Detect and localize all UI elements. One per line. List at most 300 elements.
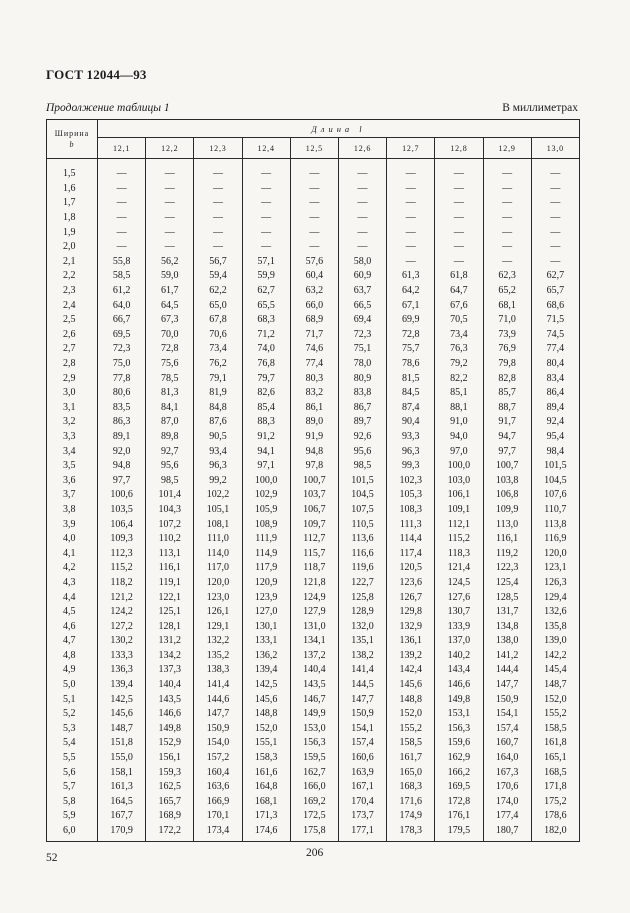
table-cell: 139,2 bbox=[387, 649, 435, 664]
table-cell: 111,3 bbox=[387, 517, 435, 532]
table-cell: 89,1 bbox=[98, 430, 146, 445]
table-cell: — bbox=[98, 240, 146, 255]
table-cell: 180,7 bbox=[483, 824, 531, 842]
table-cell: 81,5 bbox=[387, 371, 435, 386]
table-cell: 110,5 bbox=[338, 517, 386, 532]
table-cell: 162,9 bbox=[435, 751, 483, 766]
table-cell: 129,8 bbox=[387, 605, 435, 620]
row-width-value: 1,6 bbox=[47, 182, 98, 197]
table-cell: 112,3 bbox=[98, 546, 146, 561]
table-cell: 102,3 bbox=[387, 473, 435, 488]
table-cell: 161,6 bbox=[242, 765, 290, 780]
table-cell: 132,9 bbox=[387, 619, 435, 634]
table-cell: 158,3 bbox=[242, 751, 290, 766]
table-cell: 148,8 bbox=[387, 692, 435, 707]
table-cell: — bbox=[146, 240, 194, 255]
table-cell: 156,3 bbox=[290, 736, 338, 751]
row-width-value: 6,0 bbox=[47, 824, 98, 842]
table-cell: 131,2 bbox=[146, 634, 194, 649]
row-width-value: 1,5 bbox=[47, 159, 98, 182]
table-cell: 65,0 bbox=[194, 298, 242, 313]
table-cell: 108,1 bbox=[194, 517, 242, 532]
table-cell: 148,8 bbox=[242, 707, 290, 722]
table-cell: 97,8 bbox=[290, 459, 338, 474]
table-cell: — bbox=[98, 211, 146, 226]
table-cell: 168,5 bbox=[531, 765, 579, 780]
table-cell: 113,6 bbox=[338, 532, 386, 547]
table-row bbox=[47, 532, 580, 547]
table-cell: 66,0 bbox=[290, 298, 338, 313]
table-cell: — bbox=[338, 240, 386, 255]
table-row bbox=[47, 328, 580, 343]
table-cell: — bbox=[483, 225, 531, 240]
table-row bbox=[47, 780, 580, 795]
table-cell: 147,7 bbox=[338, 692, 386, 707]
table-cell: — bbox=[387, 255, 435, 270]
table-cell: 83,2 bbox=[290, 386, 338, 401]
table-row bbox=[47, 678, 580, 693]
table-row bbox=[47, 634, 580, 649]
table-row bbox=[47, 225, 580, 240]
table-cell: 78,5 bbox=[146, 371, 194, 386]
table-cell: — bbox=[242, 225, 290, 240]
table-row bbox=[47, 561, 580, 576]
table-cell: — bbox=[338, 196, 386, 211]
table-cell: 85,1 bbox=[435, 386, 483, 401]
table-row bbox=[47, 444, 580, 459]
table-cell: — bbox=[98, 159, 146, 182]
table-cell: 130,7 bbox=[435, 605, 483, 620]
table-cell: 57,6 bbox=[290, 255, 338, 270]
table-cell: 107,6 bbox=[531, 488, 579, 503]
table-cell: 83,5 bbox=[98, 401, 146, 416]
table-cell: — bbox=[483, 182, 531, 197]
table-cell: 125,1 bbox=[146, 605, 194, 620]
table-row bbox=[47, 722, 580, 737]
table-cell: 113,1 bbox=[146, 546, 194, 561]
table-cell: 166,2 bbox=[435, 765, 483, 780]
table-cell: 94,0 bbox=[435, 430, 483, 445]
table-cell: 62,3 bbox=[483, 269, 531, 284]
table-cell: 74,5 bbox=[531, 328, 579, 343]
table-cell: 140,2 bbox=[435, 649, 483, 664]
table-cell: 86,4 bbox=[531, 386, 579, 401]
table-cell: 99,2 bbox=[194, 473, 242, 488]
table-cell: 126,1 bbox=[194, 605, 242, 620]
table-cell: 134,1 bbox=[290, 634, 338, 649]
table-cell: — bbox=[387, 159, 435, 182]
table-cell: 68,1 bbox=[483, 298, 531, 313]
table-cell: 67,3 bbox=[146, 313, 194, 328]
table-cell: 162,5 bbox=[146, 780, 194, 795]
table-cell: — bbox=[435, 225, 483, 240]
row-width-value: 2,7 bbox=[47, 342, 98, 357]
table-cell: — bbox=[531, 159, 579, 182]
table-cell: 116,9 bbox=[531, 532, 579, 547]
table-cell: 62,7 bbox=[531, 269, 579, 284]
table-cell: 114,0 bbox=[194, 546, 242, 561]
row-width-value: 2,9 bbox=[47, 371, 98, 386]
table-row bbox=[47, 386, 580, 401]
table-cell: 86,7 bbox=[338, 401, 386, 416]
table-cell: 123,9 bbox=[242, 590, 290, 605]
table-cell: 111,0 bbox=[194, 532, 242, 547]
table-cell: 58,5 bbox=[98, 269, 146, 284]
table-cell: 170,6 bbox=[483, 780, 531, 795]
table-cell: 70,5 bbox=[435, 313, 483, 328]
table-row bbox=[47, 590, 580, 605]
table-cell: 99,3 bbox=[387, 459, 435, 474]
table-cell: — bbox=[338, 225, 386, 240]
table-cell: 85,7 bbox=[483, 386, 531, 401]
table-cell: 155,2 bbox=[387, 722, 435, 737]
table-cell: 91,9 bbox=[290, 430, 338, 445]
table-row bbox=[47, 576, 580, 591]
table-row bbox=[47, 284, 580, 299]
table-cell: 128,1 bbox=[146, 619, 194, 634]
table-cell: 145,4 bbox=[531, 663, 579, 678]
table-cell: — bbox=[242, 196, 290, 211]
table-cell: — bbox=[387, 211, 435, 226]
table-cell: 71,2 bbox=[242, 328, 290, 343]
table-cell: 79,8 bbox=[483, 357, 531, 372]
table-cell: 149,9 bbox=[290, 707, 338, 722]
row-width-value: 4,1 bbox=[47, 546, 98, 561]
row-width-value: 1,7 bbox=[47, 196, 98, 211]
row-width-value: 4,6 bbox=[47, 619, 98, 634]
table-cell: 64,5 bbox=[146, 298, 194, 313]
table-cell: 127,0 bbox=[242, 605, 290, 620]
table-cell: 94,8 bbox=[290, 444, 338, 459]
table-cell: 57,1 bbox=[242, 255, 290, 270]
table-cell: 172,2 bbox=[146, 824, 194, 842]
table-row bbox=[47, 619, 580, 634]
table-cell: 109,7 bbox=[290, 517, 338, 532]
table-row bbox=[47, 240, 580, 255]
table-cell: 101,4 bbox=[146, 488, 194, 503]
table-row bbox=[47, 736, 580, 751]
table-cell: 92,7 bbox=[146, 444, 194, 459]
table-cell: 114,9 bbox=[242, 546, 290, 561]
table-cell: 73,9 bbox=[483, 328, 531, 343]
table-cell: 114,4 bbox=[387, 532, 435, 547]
table-row bbox=[47, 473, 580, 488]
table-cell: 68,6 bbox=[531, 298, 579, 313]
table-cell: 124,5 bbox=[435, 576, 483, 591]
sheet-number: 206 bbox=[306, 847, 324, 859]
table-cell: 56,7 bbox=[194, 255, 242, 270]
table-cell: 104,5 bbox=[531, 473, 579, 488]
table-cell: 62,2 bbox=[194, 284, 242, 299]
table-cell: 94,7 bbox=[483, 430, 531, 445]
row-width-value: 4,0 bbox=[47, 532, 98, 547]
table-cell: 138,0 bbox=[483, 634, 531, 649]
table-cell: 93,3 bbox=[387, 430, 435, 445]
table-cell: 75,0 bbox=[98, 357, 146, 372]
table-cell: 69,5 bbox=[98, 328, 146, 343]
table-cell: 78,0 bbox=[338, 357, 386, 372]
table-row bbox=[47, 371, 580, 386]
table-cell: 92,6 bbox=[338, 430, 386, 445]
table-cell: 140,4 bbox=[290, 663, 338, 678]
table-cell: 157,4 bbox=[338, 736, 386, 751]
width-header-label: Ширина bbox=[54, 129, 90, 138]
table-cell: 79,7 bbox=[242, 371, 290, 386]
table-cell: — bbox=[146, 182, 194, 197]
table-row bbox=[47, 795, 580, 810]
width-column-header bbox=[47, 120, 98, 159]
table-cell: 177,1 bbox=[338, 824, 386, 842]
table-row bbox=[47, 649, 580, 664]
table-cell: 167,1 bbox=[338, 780, 386, 795]
table-cell: 64,2 bbox=[387, 284, 435, 299]
table-cell: — bbox=[194, 225, 242, 240]
table-cell: 161,7 bbox=[387, 751, 435, 766]
table-cell: 110,7 bbox=[531, 503, 579, 518]
row-width-value: 5,7 bbox=[47, 780, 98, 795]
length-group-header: Длина l bbox=[98, 120, 580, 138]
table-cell: 97,1 bbox=[242, 459, 290, 474]
table-cell: 93,4 bbox=[194, 444, 242, 459]
table-cell: 106,1 bbox=[435, 488, 483, 503]
table-cell: 96,3 bbox=[387, 444, 435, 459]
table-cell: 102,2 bbox=[194, 488, 242, 503]
table-cell: 159,5 bbox=[290, 751, 338, 766]
table-cell: 83,4 bbox=[531, 371, 579, 386]
table-cell: 116,1 bbox=[483, 532, 531, 547]
table-cell: 85,4 bbox=[242, 401, 290, 416]
row-width-value: 5,4 bbox=[47, 736, 98, 751]
table-cell: 169,5 bbox=[435, 780, 483, 795]
table-cell: 143,5 bbox=[290, 678, 338, 693]
table-cell: 168,3 bbox=[387, 780, 435, 795]
table-cell: 138,3 bbox=[194, 663, 242, 678]
table-cell: 81,9 bbox=[194, 386, 242, 401]
table-cell: 142,5 bbox=[242, 678, 290, 693]
table-cell: 79,1 bbox=[194, 371, 242, 386]
table-cell: — bbox=[387, 182, 435, 197]
table-cell: 152,0 bbox=[387, 707, 435, 722]
table-cell: 67,8 bbox=[194, 313, 242, 328]
row-width-value: 3,8 bbox=[47, 503, 98, 518]
table-cell: 118,2 bbox=[98, 576, 146, 591]
table-cell: 127,9 bbox=[290, 605, 338, 620]
row-width-value: 2,5 bbox=[47, 313, 98, 328]
table-cell: 97,7 bbox=[483, 444, 531, 459]
table-cell: 65,2 bbox=[483, 284, 531, 299]
table-cell: 158,1 bbox=[98, 765, 146, 780]
table-cell: 141,4 bbox=[194, 678, 242, 693]
table-cell: 168,9 bbox=[146, 809, 194, 824]
table-cell: 87,4 bbox=[387, 401, 435, 416]
table-cell: — bbox=[435, 255, 483, 270]
length-column-header: 12,6 bbox=[338, 138, 386, 159]
row-width-value: 2,2 bbox=[47, 269, 98, 284]
table-cell: 115,2 bbox=[435, 532, 483, 547]
table-cell: 135,8 bbox=[531, 619, 579, 634]
table-cell: 123,0 bbox=[194, 590, 242, 605]
table-cell: 86,1 bbox=[290, 401, 338, 416]
table-cell: 76,3 bbox=[435, 342, 483, 357]
table-cell: 158,5 bbox=[531, 722, 579, 737]
table-cell: 72,8 bbox=[146, 342, 194, 357]
table-cell: 103,8 bbox=[483, 473, 531, 488]
table-cell: 121,2 bbox=[98, 590, 146, 605]
table-cell: 159,3 bbox=[146, 765, 194, 780]
table-cell: 100,6 bbox=[98, 488, 146, 503]
table-cell: 109,9 bbox=[483, 503, 531, 518]
table-cell: 160,6 bbox=[338, 751, 386, 766]
table-cell: 175,2 bbox=[531, 795, 579, 810]
table-cell: 65,7 bbox=[531, 284, 579, 299]
table-cell: — bbox=[98, 225, 146, 240]
table-cell: 132,0 bbox=[338, 619, 386, 634]
table-cell: 164,8 bbox=[242, 780, 290, 795]
table-cell: 82,2 bbox=[435, 371, 483, 386]
table-cell: 150,9 bbox=[483, 692, 531, 707]
table-cell: 136,1 bbox=[387, 634, 435, 649]
table-cell: 127,6 bbox=[435, 590, 483, 605]
table-cell: 132,2 bbox=[194, 634, 242, 649]
table-cell: 139,4 bbox=[98, 678, 146, 693]
table-cell: 178,6 bbox=[531, 809, 579, 824]
table-cell: 122,1 bbox=[146, 590, 194, 605]
table-cell: 77,8 bbox=[98, 371, 146, 386]
table-cell: 125,8 bbox=[338, 590, 386, 605]
table-cell: 61,2 bbox=[98, 284, 146, 299]
table-cell: 161,8 bbox=[531, 736, 579, 751]
table-cell: 131,0 bbox=[290, 619, 338, 634]
table-cell: 67,6 bbox=[435, 298, 483, 313]
table-cell: 77,4 bbox=[290, 357, 338, 372]
length-column-header: 12,9 bbox=[483, 138, 531, 159]
table-cell: 63,7 bbox=[338, 284, 386, 299]
table-cell: — bbox=[435, 182, 483, 197]
dimensions-table bbox=[46, 119, 580, 842]
table-cell: 111,9 bbox=[242, 532, 290, 547]
table-cell: 80,3 bbox=[290, 371, 338, 386]
table-cell: 131,7 bbox=[483, 605, 531, 620]
table-cell: 66,5 bbox=[338, 298, 386, 313]
table-row bbox=[47, 459, 580, 474]
table-cell: 62,7 bbox=[242, 284, 290, 299]
table-cell: 64,0 bbox=[98, 298, 146, 313]
table-cell: — bbox=[290, 211, 338, 226]
table-cell: 137,2 bbox=[290, 649, 338, 664]
table-cell: 152,0 bbox=[531, 692, 579, 707]
table-cell: 143,5 bbox=[146, 692, 194, 707]
table-cell: 140,4 bbox=[146, 678, 194, 693]
row-width-value: 5,3 bbox=[47, 722, 98, 737]
table-cell: 151,8 bbox=[98, 736, 146, 751]
table-cell: 94,1 bbox=[242, 444, 290, 459]
table-cell: 174,0 bbox=[483, 795, 531, 810]
table-cell: — bbox=[98, 182, 146, 197]
table-cell: 177,4 bbox=[483, 809, 531, 824]
table-cell: 61,8 bbox=[435, 269, 483, 284]
table-cell: 123,1 bbox=[531, 561, 579, 576]
table-cell: 115,7 bbox=[290, 546, 338, 561]
table-continuation-label: Продолжение таблицы 1 bbox=[46, 102, 170, 114]
length-column-header: 12,2 bbox=[146, 138, 194, 159]
table-cell: 108,9 bbox=[242, 517, 290, 532]
table-cell: — bbox=[290, 240, 338, 255]
table-cell: 173,7 bbox=[338, 809, 386, 824]
table-cell: 142,5 bbox=[98, 692, 146, 707]
table-cell: 154,0 bbox=[194, 736, 242, 751]
table-cell: — bbox=[338, 182, 386, 197]
table-cell: 75,6 bbox=[146, 357, 194, 372]
table-cell: 105,3 bbox=[387, 488, 435, 503]
table-row bbox=[47, 663, 580, 678]
table-cell: 125,4 bbox=[483, 576, 531, 591]
table-cell: 158,5 bbox=[387, 736, 435, 751]
table-cell: 97,0 bbox=[435, 444, 483, 459]
table-cell: 141,2 bbox=[483, 649, 531, 664]
table-cell: 163,6 bbox=[194, 780, 242, 795]
table-cell: 112,1 bbox=[435, 517, 483, 532]
table-cell: 60,9 bbox=[338, 269, 386, 284]
table-cell: 103,7 bbox=[290, 488, 338, 503]
table-cell: — bbox=[531, 255, 579, 270]
table-cell: 59,0 bbox=[146, 269, 194, 284]
table-cell: 144,4 bbox=[483, 663, 531, 678]
length-columns-row bbox=[47, 138, 580, 159]
table-cell: — bbox=[146, 196, 194, 211]
table-cell: 128,9 bbox=[338, 605, 386, 620]
table-cell: 76,2 bbox=[194, 357, 242, 372]
table-cell: 157,2 bbox=[194, 751, 242, 766]
table-cell: 77,4 bbox=[531, 342, 579, 357]
table-cell: 86,3 bbox=[98, 415, 146, 430]
table-cell: 116,6 bbox=[338, 546, 386, 561]
table-cell: 153,0 bbox=[290, 722, 338, 737]
table-cell: 72,3 bbox=[98, 342, 146, 357]
row-width-value: 3,7 bbox=[47, 488, 98, 503]
table-cell: 63,2 bbox=[290, 284, 338, 299]
table-cell: 58,0 bbox=[338, 255, 386, 270]
table-cell: 120,9 bbox=[242, 576, 290, 591]
row-width-value: 5,1 bbox=[47, 692, 98, 707]
table-row bbox=[47, 211, 580, 226]
table-cell: — bbox=[483, 211, 531, 226]
page-number: 52 bbox=[46, 852, 58, 864]
table-cell: 165,0 bbox=[387, 765, 435, 780]
table-cell: 172,8 bbox=[435, 795, 483, 810]
table-cell: 81,3 bbox=[146, 386, 194, 401]
table-cell: 87,6 bbox=[194, 415, 242, 430]
table-cell: 78,6 bbox=[387, 357, 435, 372]
table-cell: 147,7 bbox=[483, 678, 531, 693]
table-row bbox=[47, 765, 580, 780]
table-cell: 143,4 bbox=[435, 663, 483, 678]
table-cell: 145,6 bbox=[242, 692, 290, 707]
table-cell: 153,1 bbox=[435, 707, 483, 722]
table-cell: 98,5 bbox=[338, 459, 386, 474]
row-width-value: 5,5 bbox=[47, 751, 98, 766]
table-cell: 76,9 bbox=[483, 342, 531, 357]
table-cell: 160,7 bbox=[483, 736, 531, 751]
table-cell: 80,9 bbox=[338, 371, 386, 386]
table-cell: 135,2 bbox=[194, 649, 242, 664]
table-cell: 124,2 bbox=[98, 605, 146, 620]
table-cell: 89,7 bbox=[338, 415, 386, 430]
table-cell: 92,0 bbox=[98, 444, 146, 459]
length-column-header: 12,8 bbox=[435, 138, 483, 159]
table-cell: 115,2 bbox=[98, 561, 146, 576]
table-cell: 134,2 bbox=[146, 649, 194, 664]
table-cell: 84,5 bbox=[387, 386, 435, 401]
